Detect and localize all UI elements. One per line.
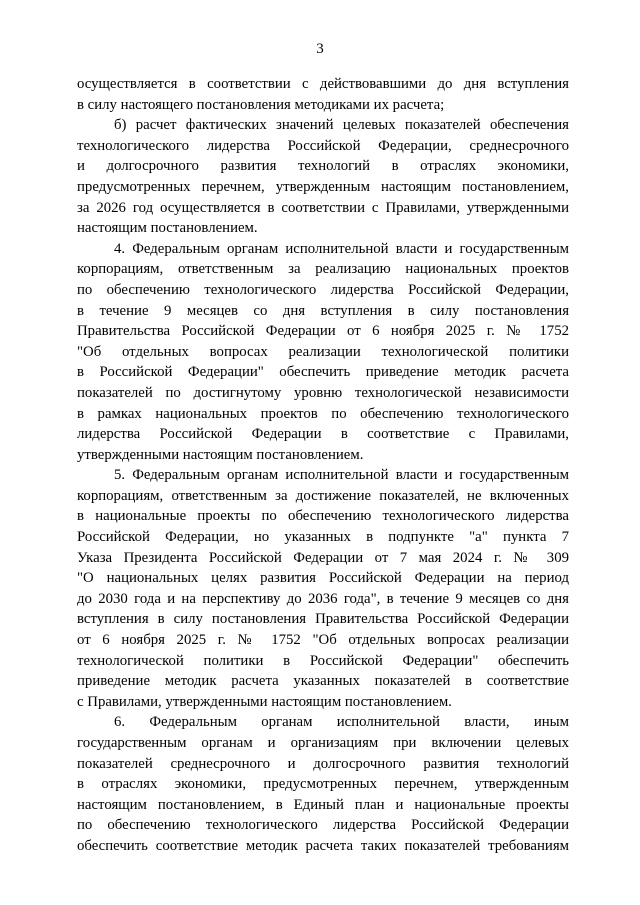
paragraph-item-5 bbox=[77, 465, 569, 712]
text-line: корпорациям, ответственным за достижение показателей, не включенных bbox=[77, 487, 569, 504]
text-line: лидерства Российской Федерации в соответствие с Правилами, bbox=[77, 426, 569, 443]
text-line: государственным органам и организациям при включении целевых bbox=[77, 735, 569, 751]
text-line: Правительства Российской Федерации от 6 ноября 2025 г. № 1752 bbox=[77, 323, 569, 340]
text-line: в отраслях экономики, предусмотренных перечнем, утвержденным bbox=[77, 776, 569, 793]
text-line: утвержденными настоящим постановлением. bbox=[77, 446, 364, 463]
text-line: в силу настоящего постановления методиками их расчета; bbox=[77, 96, 445, 113]
text-line: до 2030 года и на перспективу до 2036 года", в течение 9 месяцев со дня bbox=[77, 590, 569, 607]
text-line: Российской Федерации, но указанных в подпункте "а" пункта 7 bbox=[77, 529, 569, 546]
text-line: за 2026 год осуществляется в соответствии с Правилами, утвержденными bbox=[77, 199, 569, 216]
text-line: показателей по достигнутому уровню технологической независимости bbox=[77, 384, 569, 401]
text-line: 4. Федеральным органам исполнительной власти и государственным bbox=[114, 240, 569, 257]
paragraph-item-6 bbox=[77, 712, 569, 856]
text-line: 5. Федеральным органам исполнительной власти и государственным bbox=[114, 467, 569, 484]
text-line: от 6 ноября 2025 г. № 1752 "Об отдельных вопросах реализации bbox=[77, 632, 569, 649]
text-line: по обеспечению технологического лидерства Российской Федерации, bbox=[77, 281, 569, 298]
text-line: 6. Федеральным органам исполнительной власти, иным bbox=[114, 714, 569, 731]
text-line: и долгосрочного развития технологий в отраслях экономики, bbox=[77, 158, 569, 175]
text-line: технологической политики в Российской Федерации" обеспечить bbox=[77, 652, 569, 669]
text-line: технологического лидерства Российской Федерации, среднесрочного bbox=[77, 137, 569, 154]
text-line: с Правилами, утвержденными настоящим постановлением. bbox=[77, 693, 452, 710]
document-body bbox=[77, 74, 569, 857]
paragraph-continuation bbox=[77, 74, 569, 115]
text-line: приведение методик расчета указанных показателей в соответствие bbox=[77, 673, 569, 690]
page-number: 3 bbox=[316, 41, 324, 57]
text-line: предусмотренных перечнем, утвержденным настоящим постановлением, bbox=[77, 178, 569, 195]
text-line: в течение 9 месяцев со дня вступления в силу постановления bbox=[77, 302, 569, 319]
text-line: по обеспечению технологического лидерства Российской Федерации bbox=[77, 817, 569, 834]
paragraph-b bbox=[77, 115, 569, 239]
text-line: Указа Президента Российской Федерации от 7 мая 2024 г. № 309 bbox=[77, 549, 569, 566]
text-line: в Российской Федерации" обеспечить приведение методик расчета bbox=[77, 364, 569, 381]
text-line: "О национальных целях развития Российской Федерации на период bbox=[77, 570, 569, 587]
text-line: настоящим постановлением, в Единый план и национальные проекты bbox=[77, 796, 569, 813]
text-line: в национальные проекты по обеспечению технологического лидерства bbox=[77, 508, 569, 525]
text-line: настоящим постановлением. bbox=[77, 220, 258, 237]
paragraph-item-4 bbox=[77, 239, 569, 466]
text-line: осуществляется в соответствии с действовавшими до дня вступления bbox=[77, 76, 569, 92]
text-line: "Об отдельных вопросах реализации технологической политики bbox=[77, 343, 569, 360]
text-line: показателей среднесрочного и долгосрочного развития технологий bbox=[77, 755, 569, 772]
text-line: корпорациям, ответственным за реализацию национальных проектов bbox=[77, 261, 569, 278]
text-line: б) расчет фактических значений целевых показателей обеспечения bbox=[114, 117, 569, 134]
text-line: обеспечить соответствие методик расчета таких показателей требованиям bbox=[77, 837, 569, 854]
text-line: вступления в силу постановления Правительства Российской Федерации bbox=[77, 611, 569, 628]
text-line: в рамках национальных проектов по обеспечению технологического bbox=[77, 405, 569, 422]
